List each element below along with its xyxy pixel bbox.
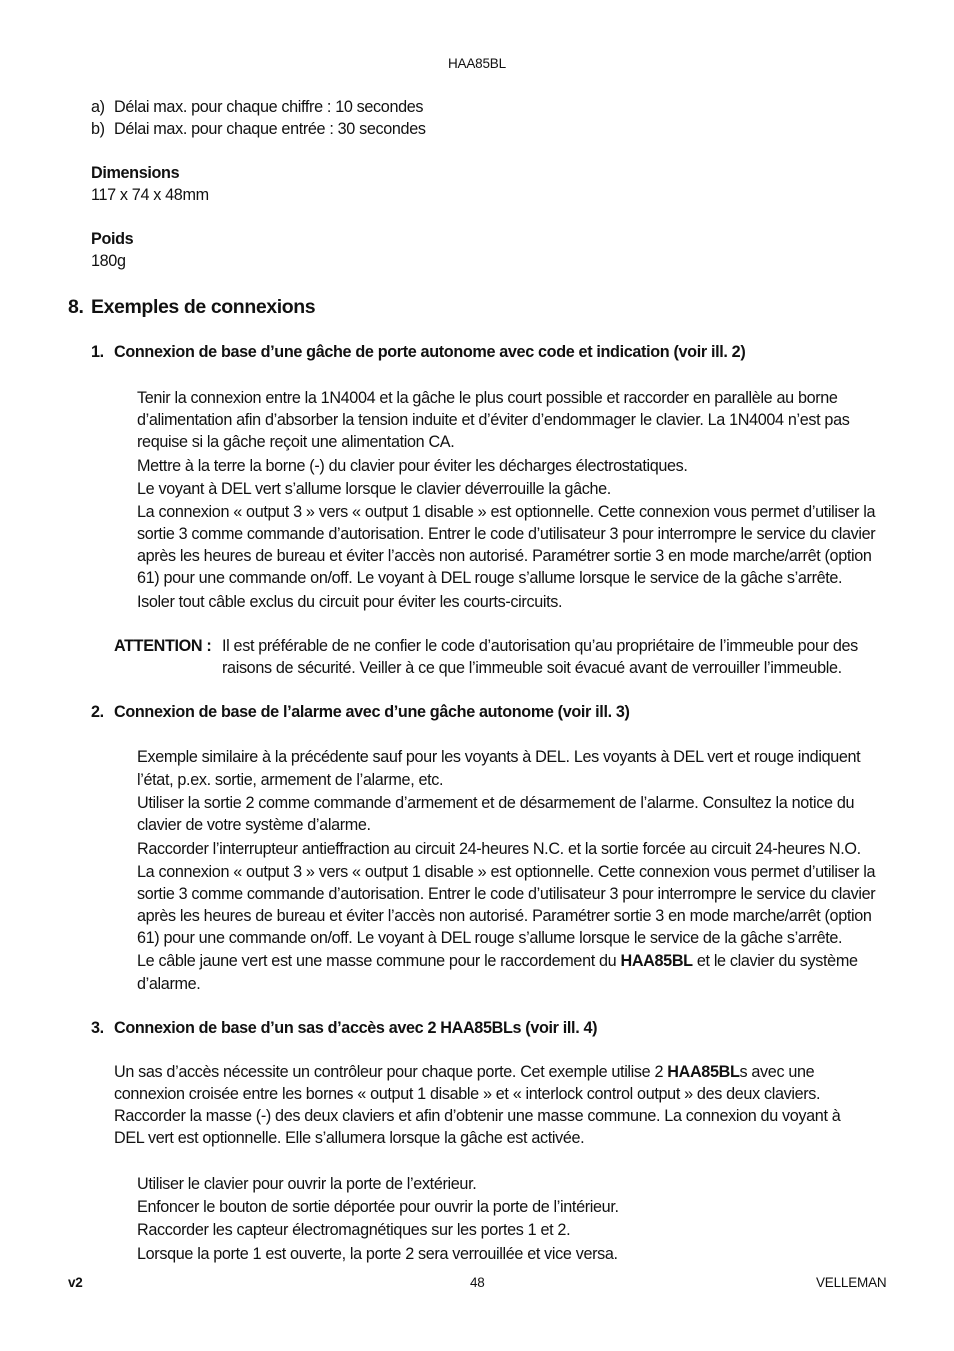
delay-marker-b: b) <box>91 120 105 138</box>
footer-version: v2 <box>68 1275 83 1290</box>
footer-brand: VELLEMAN <box>816 1275 887 1290</box>
example2-line: Exemple similaire à la précédente sauf pour les voyants à DEL. Les voyants à DEL vert et rouge indiquent <box>137 748 861 766</box>
example2-line: Utiliser la sortie 2 comme commande d’armement et de désarmement de l’alarme. Consultez la notice du <box>137 794 855 812</box>
dimensions-value: 117 x 74 x 48mm <box>91 186 209 204</box>
example1-line: 61) pour une commande on/off. Le voyant à DEL rouge s’allume lorsque le service de la gâche s’arrête. <box>137 569 843 587</box>
example2-model: HAA85BL <box>620 952 693 970</box>
example3-intro-post: s avec une <box>739 1063 815 1081</box>
example3-intro-line: DEL vert est optionnelle. Elle s’allumera lorsque la gâche est activée. <box>114 1129 585 1147</box>
example1-line: Isoler tout câble exclus du circuit pour éviter les courts-circuits. <box>137 593 563 611</box>
example1-line: d’alimentation afin d’absorber la tension induite et d’éviter d’endommager le clavier. La 1N4004 n’est pas <box>137 411 850 429</box>
weight-value: 180g <box>91 252 126 270</box>
example1-number: 1. <box>91 343 104 361</box>
example1-line: La connexion « output 3 » vers « output 1 disable » est optionnelle. Cette connexion vous permet d’utiliser la <box>137 503 876 521</box>
example3-step: Utiliser le clavier pour ouvrir la porte de l’extérieur. <box>137 1175 477 1193</box>
example3-intro-line: connexion croisée entre les bornes « output 1 disable » et « interlock control output » des deux claviers. <box>114 1085 821 1103</box>
example2-last-line <box>137 952 858 971</box>
example3-model: HAA85BL <box>667 1063 740 1081</box>
example2-line: 61) pour une commande on/off. Le voyant à DEL rouge s’allume lorsque le service de la gâche s’arrête. <box>137 929 843 947</box>
example1-title: Connexion de base d’une gâche de porte autonome avec code et indication (voir ill. 2) <box>114 343 746 361</box>
attention-line: Il est préférable de ne confier le code d’autorisation qu’au propriétaire de l’immeuble pour des <box>222 637 858 655</box>
example1-line: Tenir la connexion entre la 1N4004 et la gâche le plus court possible et raccorder en parallèle au borne <box>137 389 838 407</box>
example2-line: sortie 3 comme commande d’autorisation. Entrer le code d’utilisateur 3 pour interrompre le service du clavier <box>137 885 876 903</box>
example2-line: Raccorder l’interrupteur antieffraction au circuit 24-heures N.C. et la sortie forcée au circuit 24-heures N.O. <box>137 840 861 858</box>
example3-step: Enfoncer le bouton de sortie déportée pour ouvrir la porte de l’intérieur. <box>137 1198 619 1216</box>
example3-intro-pre: Un sas d’accès nécessite un contrôleur pour chaque porte. Cet exemple utilise 2 <box>114 1063 668 1081</box>
example2-title: Connexion de base de l’alarme avec d’une gâche autonome (voir ill. 3) <box>114 703 630 721</box>
example3-number: 3. <box>91 1019 104 1037</box>
section-title: Exemples de connexions <box>91 296 316 318</box>
example1-line: requise si la gâche reçoit une alimentation CA. <box>137 433 455 451</box>
example2-line: l’état, p.ex. sortie, armement de l’alarme, etc. <box>137 771 444 789</box>
example2-last-line2: d’alarme. <box>137 975 201 993</box>
example1-line: Mettre à la terre la borne (-) du clavier pour éviter les décharges électrostatiques. <box>137 457 688 475</box>
delay-text-a: Délai max. pour chaque chiffre : 10 secondes <box>114 98 424 116</box>
example3-step: Raccorder les capteur électromagnétiques sur les portes 1 et 2. <box>137 1221 571 1239</box>
delay-marker-a: a) <box>91 98 105 116</box>
header-model: HAA85BL <box>448 56 506 71</box>
example2-line: clavier de votre système d’alarme. <box>137 816 371 834</box>
example2-line: après les heures de bureau et éviter l’accès non autorisé. Paramétrer sortie 3 en mode marche/arrêt (option <box>137 907 872 925</box>
example3-step: Lorsque la porte 1 est ouverte, la porte 2 sera verrouillée et vice versa. <box>137 1245 618 1263</box>
attention-line: raisons de sécurité. Veiller à ce que l’immeuble soit évacué avant de verrouiller l’immeuble. <box>222 659 842 677</box>
example3-title: Connexion de base d’un sas d’accès avec 2 HAA85BLs (voir ill. 4) <box>114 1019 598 1037</box>
footer-page-number: 48 <box>470 1275 485 1290</box>
example2-last-post: et le clavier du système <box>692 952 858 970</box>
delay-text-b: Délai max. pour chaque entrée : 30 secondes <box>114 120 426 138</box>
example2-last-pre: Le câble jaune vert est une masse commune pour le raccordement du <box>137 952 621 970</box>
example3-intro-line <box>114 1063 814 1082</box>
section-number: 8. <box>68 296 84 318</box>
dimensions-label: Dimensions <box>91 164 180 182</box>
weight-label: Poids <box>91 230 134 248</box>
example1-line: Le voyant à DEL vert s’allume lorsque le clavier déverrouille la gâche. <box>137 480 611 498</box>
attention-label: ATTENTION : <box>114 637 212 655</box>
example2-line: La connexion « output 3 » vers « output 1 disable » est optionnelle. Cette connexion vous permet d’utiliser la <box>137 863 876 881</box>
example2-number: 2. <box>91 703 104 721</box>
example1-line: sortie 3 comme commande d’autorisation. Entrer le code d’utilisateur 3 pour interrompre le service du clavier <box>137 525 876 543</box>
example1-line: après les heures de bureau et éviter l’accès non autorisé. Paramétrer sortie 3 en mode marche/arrêt (option <box>137 547 872 565</box>
example3-intro-line: Raccorder la masse (-) des deux claviers et afin d’obtenir une masse commune. La connexion du voyant à <box>114 1107 841 1125</box>
